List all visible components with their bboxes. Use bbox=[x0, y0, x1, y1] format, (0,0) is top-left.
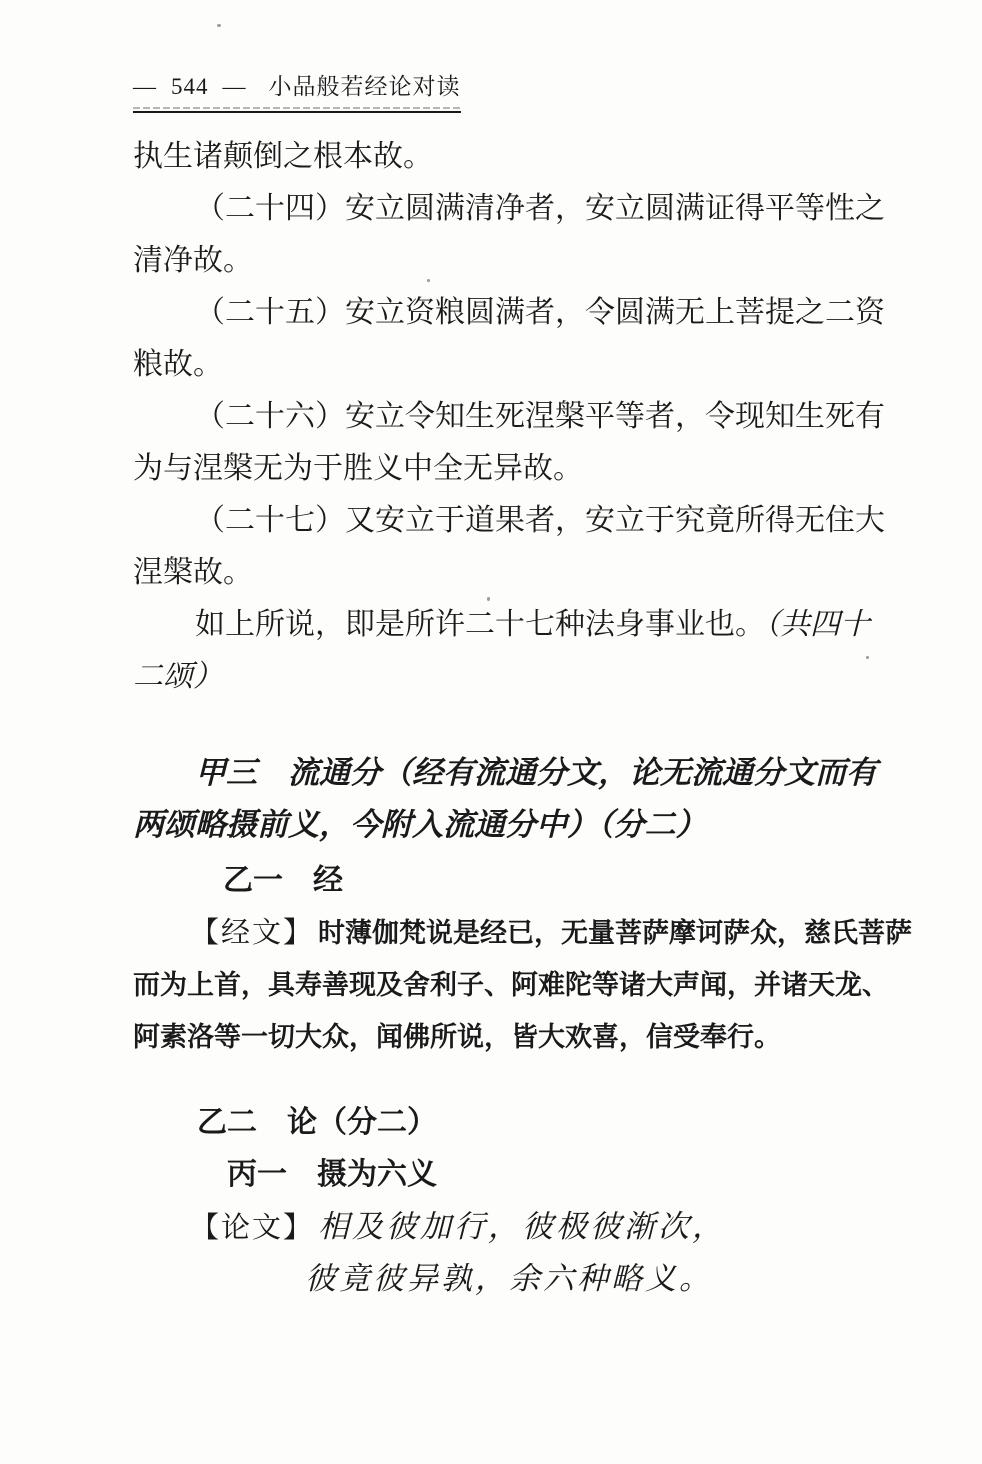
body-line: （二十七）又安立于道果者，安立于究竟所得无住大 bbox=[195, 504, 885, 537]
sutra-text-line bbox=[133, 907, 913, 959]
body-line: （二十六）安立令知生死涅槃平等者，令现知生死有 bbox=[195, 400, 885, 433]
header-rule-noise bbox=[133, 107, 461, 109]
body-line: （二十四）安立圆满清净者，安立圆满证得平等性之 bbox=[195, 192, 885, 225]
body-line: 执生诸颠倒之根本故。 bbox=[133, 140, 433, 173]
scan-speck bbox=[866, 656, 869, 659]
heading-jia3-line2: 两颂略摄前义，今附入流通分中）（分二） bbox=[133, 807, 707, 842]
heading-yi1: 乙一 经 bbox=[223, 864, 343, 897]
book-title: 小品般若经论对读 bbox=[268, 74, 461, 99]
scan-speck bbox=[427, 279, 430, 282]
header-rule bbox=[133, 111, 461, 113]
header-dash-left: — bbox=[133, 74, 157, 99]
scan-speck bbox=[487, 597, 490, 601]
verse-count-note: （共四十 bbox=[765, 608, 870, 641]
heading-bing1: 丙一 摄为六义 bbox=[227, 1158, 437, 1191]
body-line: 为与涅槃无为于胜义中全无异故。 bbox=[133, 452, 583, 485]
header-dash-right: — bbox=[222, 74, 247, 99]
heading-yi2: 乙二 论（分二） bbox=[197, 1106, 437, 1139]
body-line: 涅槃故。 bbox=[133, 556, 253, 589]
body-line-closing bbox=[133, 599, 887, 651]
heading-jia3-line1: 甲三 流通分（经有流通分文，论无流通分文而有 bbox=[195, 755, 877, 790]
page-number: 544 bbox=[171, 74, 209, 99]
sutra-text-line: 而为上首，具寿善现及舍利子、阿难陀等诸大声闻，并诸天龙、 bbox=[133, 970, 889, 1000]
sutra-label: 【经文】 bbox=[190, 917, 315, 949]
shastra-verse-line bbox=[133, 1253, 887, 1305]
shastra-label: 【论文】 bbox=[190, 1212, 315, 1244]
sutra-text-line: 阿素洛等一切大众，闻佛所说，皆大欢喜，信受奉行。 bbox=[133, 1022, 781, 1052]
closing-text: 如上所说，即是所许二十七种法身事业也。 bbox=[195, 608, 765, 641]
shastra-verse-line bbox=[133, 1201, 887, 1253]
page-header-text bbox=[133, 73, 461, 101]
page-header bbox=[133, 73, 461, 113]
verse-count-note-continued: 二颂） bbox=[133, 660, 223, 693]
verse-text: 彼竟彼异孰，余六种略义。 bbox=[305, 1261, 713, 1296]
body-line: 粮故。 bbox=[133, 348, 223, 381]
body-line: （二十五）安立资粮圆满者，令圆满无上菩提之二资 bbox=[195, 296, 885, 329]
body-line: 清净故。 bbox=[133, 244, 253, 277]
sutra-text: 时薄伽梵说是经已，无量菩萨摩诃萨众，慈氏菩萨 bbox=[318, 918, 913, 948]
scan-speck bbox=[217, 24, 221, 27]
verse-text: 相及彼加行，彼极彼渐次， bbox=[318, 1209, 727, 1244]
